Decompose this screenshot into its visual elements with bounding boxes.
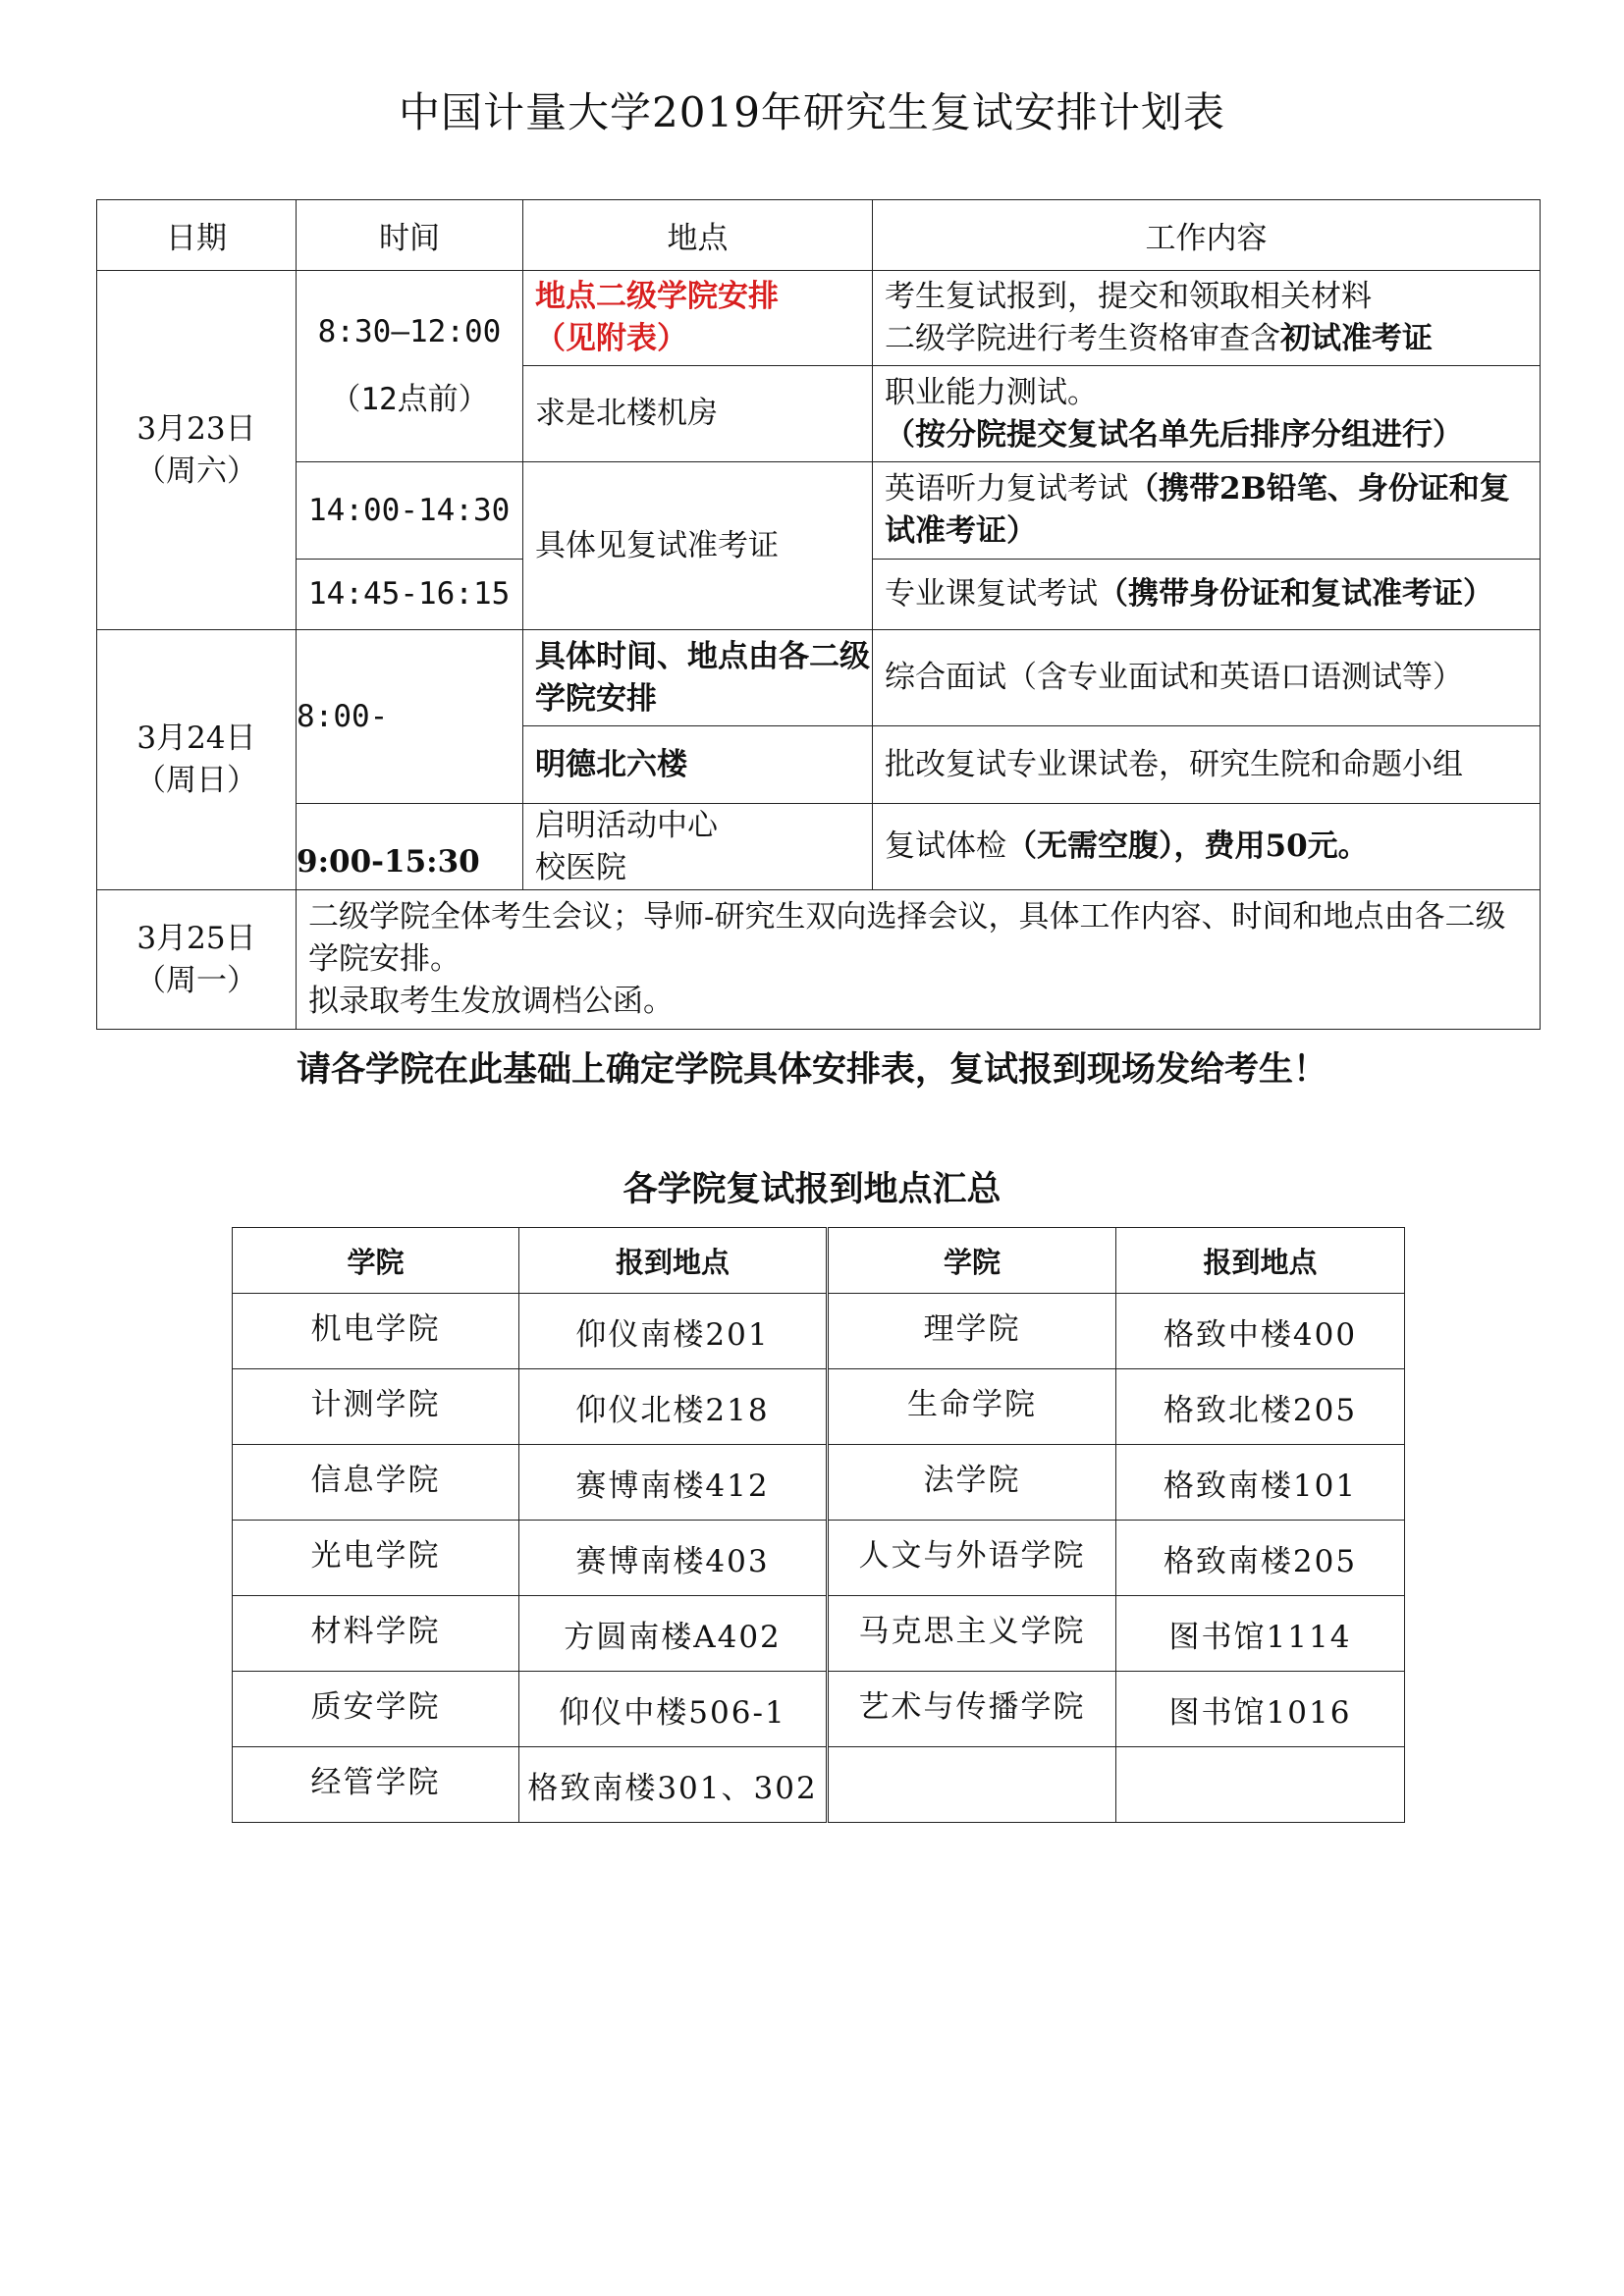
table-row: [97, 630, 1541, 726]
content-emphasis: （携带身份证和复试准考证）: [1098, 576, 1493, 612]
college-cell: 经管学院: [233, 1747, 519, 1823]
time-range: 8:30—12:00: [317, 314, 502, 349]
location-cell: 仰仪南楼201: [519, 1294, 828, 1369]
location-cell: 格致南楼301、302: [519, 1747, 828, 1823]
table-row: [97, 890, 1541, 1030]
content-line: 专业课复试考试: [885, 576, 1098, 612]
location-cell: [523, 271, 873, 366]
date-label: 3月23日: [136, 410, 256, 447]
schedule-table: [96, 199, 1541, 1030]
locations-table: [232, 1227, 1405, 1823]
content-emphasis: （按分院提交复试名单先后排序分组进行）: [885, 416, 1463, 453]
content-line: 考生复试报到，提交和领取相关材料: [885, 279, 1372, 314]
location-cell: [523, 804, 873, 890]
date-cell: [97, 890, 297, 1030]
content-line: 复试体检: [885, 828, 1006, 864]
content-emphasis: （携带2B铅笔、身份证和复试准考证）: [885, 471, 1510, 549]
table-row: [233, 1445, 1405, 1521]
table-row: [97, 804, 1541, 890]
content-cell: [873, 366, 1541, 462]
college-cell: 马克思主义学院: [828, 1596, 1116, 1672]
content-cell: [297, 890, 1541, 1030]
location-cell: 仰仪北楼218: [519, 1369, 828, 1445]
time-cell: 9:00-15:30: [297, 804, 523, 890]
content-line: 二级学院全体考生会议；导师-研究生双向选择会议，具体工作内容、时间和地点由各二级学院安排。: [308, 899, 1506, 977]
college-cell: 光电学院: [233, 1521, 519, 1596]
header-college: 学院: [233, 1228, 519, 1294]
header-location: 报到地点: [1116, 1228, 1405, 1294]
content-emphasis: 初试准考证: [1280, 321, 1433, 356]
weekday-label: （周六）: [135, 453, 257, 489]
content-cell: [873, 804, 1541, 890]
header-college: 学院: [828, 1228, 1116, 1294]
location-line: 启明活动中心: [535, 807, 718, 843]
schedule-header-row: [97, 200, 1541, 271]
location-cell: 具体时间、地点由各二级学院安排: [523, 630, 873, 726]
time-cell: 8:00-: [297, 630, 523, 804]
weekday-label: （周一）: [135, 962, 257, 998]
table-row: [97, 462, 1541, 560]
location-cell: [1116, 1747, 1405, 1823]
header-location: 地点: [523, 200, 873, 271]
date-label: 3月24日: [136, 721, 256, 756]
content-emphasis: （无需空腹），费用50元。: [1006, 828, 1369, 864]
college-cell: 质安学院: [233, 1672, 519, 1747]
location-cell: 方圆南楼A402: [519, 1596, 828, 1672]
location-cell: 仰仪中楼506-1: [519, 1672, 828, 1747]
location-cell: 格致南楼205: [1116, 1521, 1405, 1596]
table-row: [233, 1747, 1405, 1823]
content-cell: [873, 462, 1541, 560]
table-row: [233, 1596, 1405, 1672]
summary-title: 各学院复试报到地点汇总: [623, 1170, 1001, 1209]
weekday-label: （周日）: [135, 763, 257, 798]
date-cell: [97, 630, 297, 890]
college-cell: 法学院: [828, 1445, 1116, 1521]
location-cell: 图书馆1016: [1116, 1672, 1405, 1747]
time-cell: [297, 271, 523, 462]
content-line: 拟录取考生发放调档公函。: [308, 984, 674, 1019]
location-note: （见附表）: [535, 321, 687, 356]
location-cell: 格致中楼400: [1116, 1294, 1405, 1369]
college-cell: 计测学院: [233, 1369, 519, 1445]
time-cell: 14:45-16:15: [297, 560, 523, 630]
content-line: 二级学院进行考生资格审查含: [885, 321, 1280, 356]
header-date: 日期: [97, 200, 297, 271]
college-cell: 材料学院: [233, 1596, 519, 1672]
time-note: （12点前）: [330, 382, 489, 417]
location-cell: 具体见复试准考证: [523, 462, 873, 630]
location-cell: 赛博南楼412: [519, 1445, 828, 1521]
college-cell: 艺术与传播学院: [828, 1672, 1116, 1747]
content-line: 职业能力测试。: [885, 374, 1098, 410]
header-content: 工作内容: [873, 200, 1541, 271]
college-cell: 理学院: [828, 1294, 1116, 1369]
header-location: 报到地点: [519, 1228, 828, 1294]
location-cell: 明德北六楼: [523, 726, 873, 804]
table-row: [97, 271, 1541, 366]
college-cell: 信息学院: [233, 1445, 519, 1521]
location-line: 校医院: [535, 849, 626, 885]
college-cell: 人文与外语学院: [828, 1521, 1116, 1596]
location-cell: 赛博南楼403: [519, 1521, 828, 1596]
table-row: [233, 1294, 1405, 1369]
date-cell: [97, 271, 297, 630]
table-row: [233, 1521, 1405, 1596]
date-label: 3月25日: [136, 920, 256, 956]
college-cell: 生命学院: [828, 1369, 1116, 1445]
content-cell: [873, 271, 1541, 366]
location-cell: 格致北楼205: [1116, 1369, 1405, 1445]
table-row: [233, 1369, 1405, 1445]
location-cell: 求是北楼机房: [523, 366, 873, 462]
notice-text: 请各学院在此基础上确定学院具体安排表，复试报到现场发给考生！: [296, 1050, 1327, 1090]
content-cell: [873, 560, 1541, 630]
time-cell: 14:00-14:30: [297, 462, 523, 560]
location-cell: 图书馆1114: [1116, 1596, 1405, 1672]
content-cell: 批改复试专业课试卷，研究生院和命题小组: [873, 726, 1541, 804]
location-text: 地点二级学院安排: [535, 279, 779, 314]
location-cell: 格致南楼101: [1116, 1445, 1405, 1521]
locations-header-row: [233, 1228, 1405, 1294]
content-line: 英语听力复试考试: [885, 471, 1128, 507]
page-title: 中国计量大学2019年研究生复试安排计划表: [399, 88, 1225, 136]
table-row: [233, 1672, 1405, 1747]
college-cell: [828, 1747, 1116, 1823]
college-cell: 机电学院: [233, 1294, 519, 1369]
header-time: 时间: [297, 200, 523, 271]
content-cell: 综合面试（含专业面试和英语口语测试等）: [873, 630, 1541, 726]
